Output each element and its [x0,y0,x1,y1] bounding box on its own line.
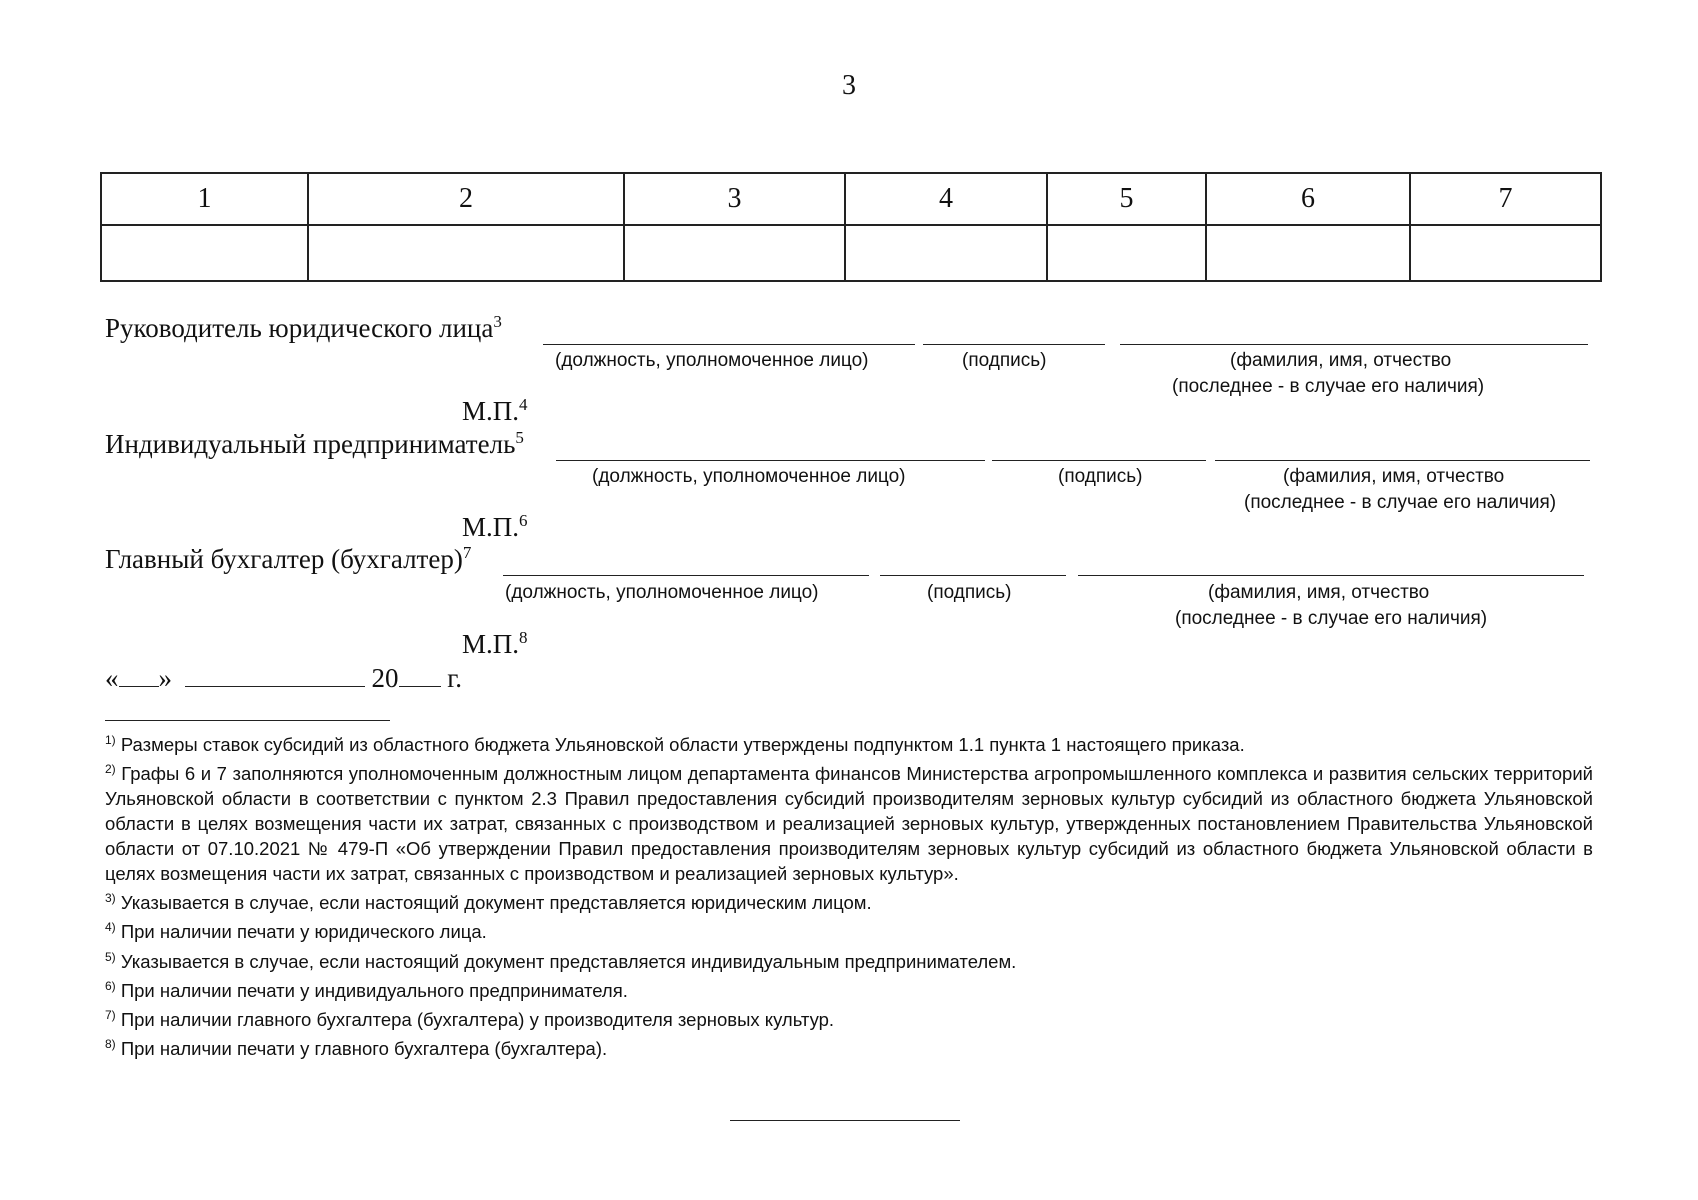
footnote-mark: 2) [105,762,116,777]
footnote-ref: 8 [519,628,528,647]
footnote [105,1032,1593,1061]
caption-name: (фамилия, имя, отчество [1230,350,1452,371]
caption-position: (должность, уполномоченное лицо) [555,350,869,371]
signature-label-text: Индивидуальный предприниматель [105,429,516,459]
footnote-text: Указывается в случае, если настоящий документ представляется индивидуальным предпринимателем. [120,950,1017,972]
date-line [105,662,462,694]
month-field[interactable] [185,662,365,687]
year-field[interactable] [399,662,441,687]
caption-position: (должность, уполномоченное лицо) [592,466,906,487]
caption-signature: (подпись) [1058,466,1143,487]
end-rule [730,1120,960,1121]
column-header: 1 [101,173,308,225]
footnote [105,728,1593,757]
footnote-separator [105,720,390,721]
footnote-text: Графы 6 и 7 заполняются уполномоченным должностным лицом департамента финансов Министерства агропромышленного комплекса и развития сельских территорий Ульяновской области в соответствии с пунктом 2.3 Правил предоставления субсидий производителям зерновых культур субсидий из областного бюджета Ульяновской области в целях возмещения части их затрат, связанных с производством и реализацией зерновых культур, утвержденных постановлением Правительства Ульяновской области от 07.10.2021 № 479-П «Об утверждении Правил предоставления производителям зерновых культур субсидий из областного бюджета Ульяновской области в целях возмещения части их затрат, связанных с производством и реализацией зерновых культур». [105,763,1593,885]
name-line[interactable] [1215,460,1590,461]
footnotes [105,728,1593,1061]
footnote-ref: 4 [519,395,528,414]
footnote-text: При наличии печати у юридического лица. [120,921,487,943]
footnote-ref: 5 [515,428,524,447]
year-suffix: г. [447,663,463,693]
caption-signature: (подпись) [962,350,1047,371]
signature-label-text: Руководитель юридического лица [105,313,494,343]
day-field[interactable] [119,662,159,687]
footnote [105,945,1593,974]
column-header: 4 [845,173,1047,225]
signature-label-entrepreneur [105,428,524,460]
position-line[interactable] [556,460,985,461]
stamp-mark [462,628,528,660]
caption-position: (должность, уполномоченное лицо) [505,582,819,603]
data-table [100,172,1602,282]
table-cell[interactable] [308,225,624,281]
table-cell[interactable] [624,225,845,281]
footnote-mark: 6) [105,978,116,993]
footnote-ref: 7 [462,543,472,562]
stamp-mark [462,395,528,427]
column-header: 7 [1410,173,1601,225]
caption-name: (фамилия, имя, отчество [1283,466,1505,487]
footnote-text: Указывается в случае, если настоящий документ представляется юридическим лицом. [120,892,872,914]
signature-label-head [105,312,502,344]
table-cell[interactable] [1047,225,1206,281]
name-line[interactable] [1078,575,1584,576]
footnote [105,757,1593,886]
footnote-ref: 3 [493,312,502,331]
year-prefix: 20 [371,663,399,693]
table-cell[interactable] [845,225,1047,281]
footnote-mark: 3) [105,891,116,906]
column-header: 6 [1206,173,1410,225]
caption-name-note: (последнее - в случае его наличия) [1172,376,1485,397]
page-number: 3 [842,70,856,101]
name-line[interactable] [1120,344,1588,345]
footnote [105,915,1593,944]
footnote [105,886,1593,915]
position-line[interactable] [543,344,915,345]
footnote-ref: 6 [519,511,528,530]
signature-label-accountant [105,543,471,575]
signature-line[interactable] [992,460,1206,461]
signature-line[interactable] [923,344,1105,345]
table-cell[interactable] [1410,225,1601,281]
footnote-mark: 5) [105,949,116,964]
caption-name-note: (последнее - в случае его наличия) [1175,608,1488,629]
footnote-mark: 7) [105,1007,116,1022]
date-open-quote: « [105,663,119,693]
footnote-mark: 1) [105,733,116,747]
footnote-text: При наличии печати у индивидуального предпринимателя. [120,979,628,1001]
stamp-mark [462,511,528,543]
column-header: 5 [1047,173,1206,225]
signature-label-text: Главный бухгалтер (бухгалтер) [105,544,463,574]
footnote-text: При наличии главного бухгалтера (бухгалтера) у производителя зерновых культур. [120,1009,835,1031]
column-header: 2 [308,173,624,225]
footnote [105,1003,1593,1032]
position-line[interactable] [503,575,869,576]
table-row [101,225,1601,281]
footnote-mark: 4) [105,920,116,935]
table-header-row [101,173,1601,225]
footnote [105,974,1593,1003]
stamp-text: М.П. [462,396,520,426]
table-cell[interactable] [101,225,308,281]
caption-name-note: (последнее - в случае его наличия) [1244,492,1557,513]
caption-signature: (подпись) [927,582,1012,603]
column-header: 3 [624,173,845,225]
date-close-quote: » [158,663,172,693]
footnote-mark: 8) [105,1037,116,1052]
stamp-text: М.П. [462,629,520,659]
caption-name: (фамилия, имя, отчество [1208,582,1430,603]
stamp-text: М.П. [462,512,520,542]
footnote-text: Размеры ставок субсидий из областного бюджета Ульяновской области утверждены подпунктом 1.1 пункта 1 настоящего приказа. [120,734,1245,756]
signature-line[interactable] [880,575,1066,576]
table-cell[interactable] [1206,225,1410,281]
footnote-text: При наличии печати у главного бухгалтера (бухгалтера). [120,1038,608,1060]
